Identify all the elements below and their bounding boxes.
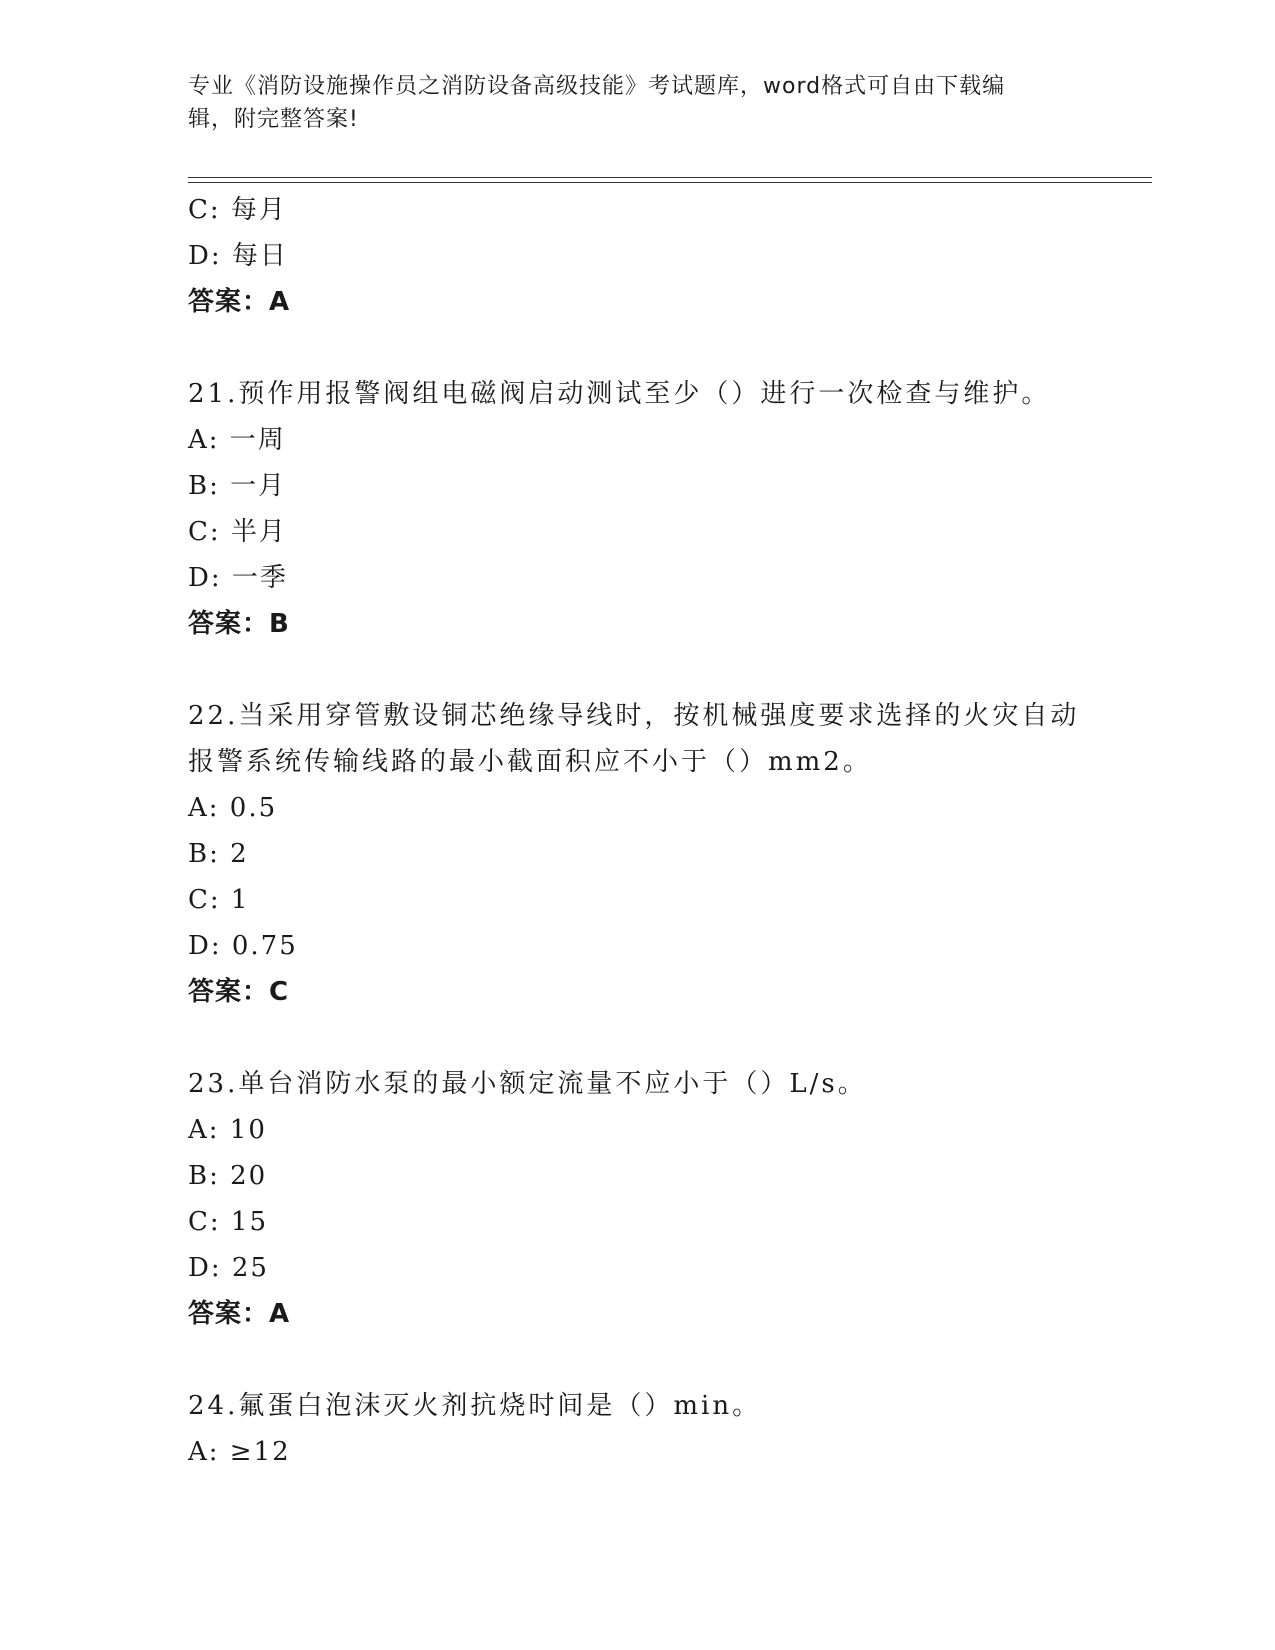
option-d: D: 0.75	[188, 931, 298, 961]
question-stem-line-1: 22.当采用穿管敷设铜芯绝缘导线时，按机械强度要求选择的火灾自动	[188, 701, 1080, 731]
question-23	[188, 1061, 1088, 1337]
spacer	[188, 325, 1088, 371]
option-c: C: 每月	[188, 195, 287, 225]
question-stem-line-2: 报警系统传输线路的最小截面积应不小于（）mm2。	[188, 747, 872, 777]
answer: 答案：C	[188, 977, 290, 1007]
answer: 答案：A	[188, 1299, 291, 1329]
header-divider-bottom	[188, 182, 1152, 183]
question-22	[188, 693, 1088, 1015]
option-a: A: 一周	[188, 425, 286, 455]
question-list	[188, 187, 1088, 1475]
option-d: D: 一季	[188, 563, 288, 593]
option-d: D: 每日	[188, 241, 288, 271]
option-c: C: 1	[188, 885, 250, 915]
question-stem: 21.预作用报警阀组电磁阀启动测试至少（）进行一次检查与维护。	[188, 379, 1051, 409]
header-line-2: 辑，附完整答案!	[188, 107, 359, 132]
question-21	[188, 371, 1088, 647]
question-stem: 23.单台消防水泵的最小额定流量不应小于（）L/s。	[188, 1069, 867, 1099]
question-stem: 24.氟蛋白泡沫灭火剂抗烧时间是（）min。	[188, 1391, 762, 1421]
option-d: D: 25	[188, 1253, 269, 1283]
question-24	[188, 1383, 1088, 1475]
spacer	[188, 647, 1088, 693]
option-a: A: 10	[188, 1115, 267, 1145]
spacer	[188, 1015, 1088, 1061]
question-20-tail	[188, 187, 1088, 325]
option-b: B: 一月	[188, 471, 287, 501]
option-b: B: 2	[188, 839, 249, 869]
option-c: C: 半月	[188, 517, 287, 547]
header-divider-top	[188, 177, 1152, 178]
spacer	[188, 1337, 1088, 1383]
answer: 答案：A	[188, 287, 291, 317]
header-line-1: 专业《消防设施操作员之消防设备高级技能》考试题库，word格式可自由下载编	[188, 74, 1006, 99]
option-b: B: 20	[188, 1161, 268, 1191]
option-a: A: 0.5	[188, 793, 278, 823]
answer: 答案：B	[188, 609, 290, 639]
option-c: C: 15	[188, 1207, 269, 1237]
document-header	[188, 70, 1068, 136]
option-a: A: ≥12	[188, 1437, 291, 1467]
